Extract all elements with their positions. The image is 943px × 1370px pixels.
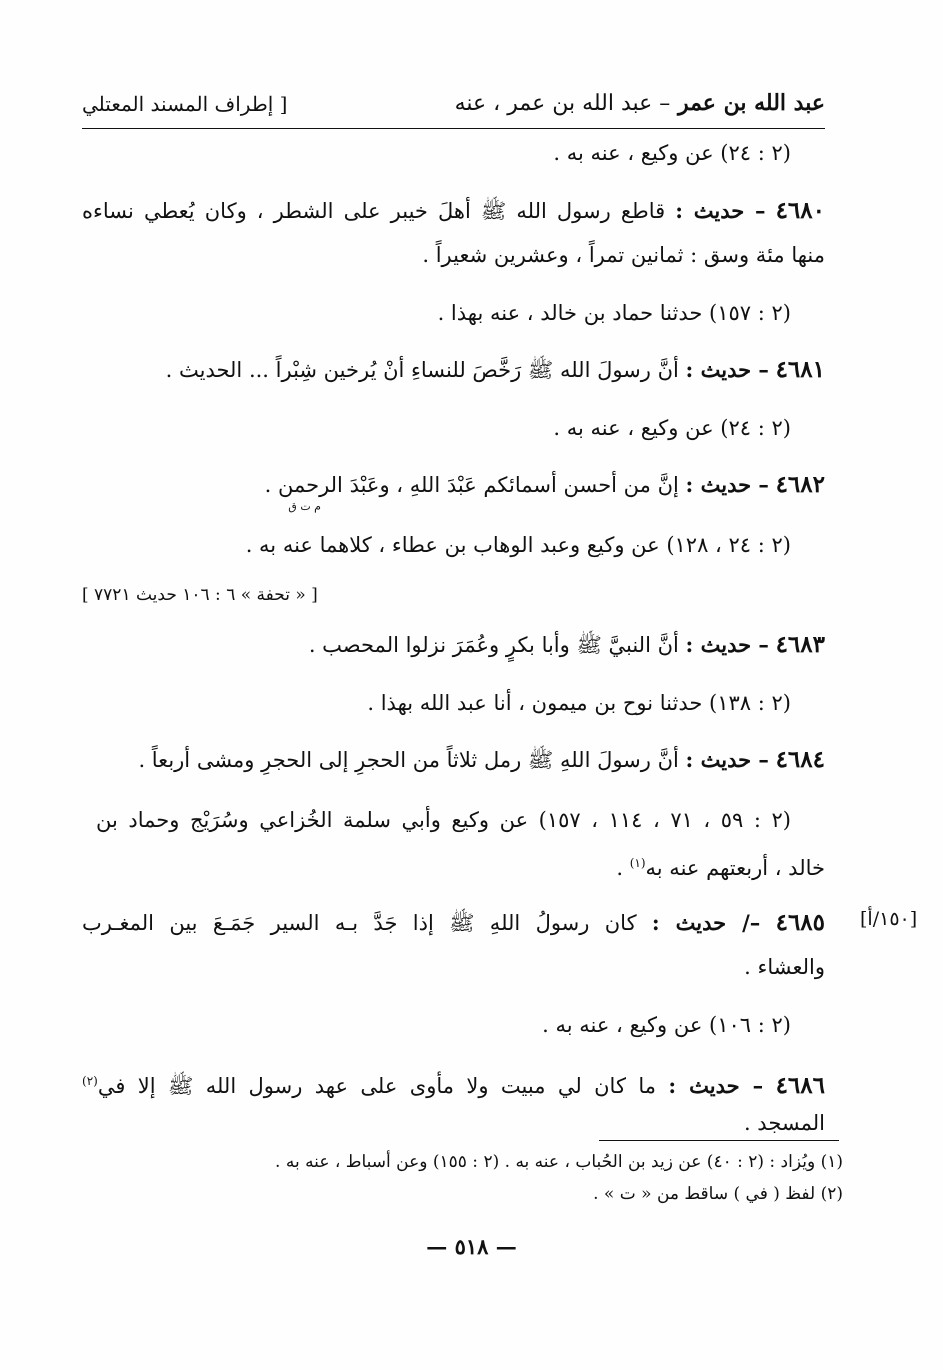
hadith-number: ٤٦٨٠ (775, 197, 825, 224)
hadith-4683 (309, 630, 825, 660)
hadith-text: أنَّ النبيَّ ﷺ وأبا بكرٍ وعُمَرَ نزلوا المحصب . (308, 633, 679, 657)
hadith-number: ٤٦٨٢ (775, 471, 825, 498)
hadith-keyword: – حديث : (668, 1073, 764, 1098)
hadith-text-continued: المسجد . (743, 1111, 825, 1135)
hadith-number: ٤٦٨٤ (775, 746, 825, 773)
source-line: (٢ : ١٣٨) حدثنا نوح بن ميمون ، أنا عبد الله بهذا . (367, 691, 791, 715)
hadith-text: إنَّ من أحسن أسمائكم عَبْدَ اللهِ ، وعَبْدَ الرحمن . (264, 473, 679, 497)
hadith-number: ٤٦٨٦ (775, 1072, 825, 1099)
hadith-number: ٤٦٨١ (775, 356, 825, 383)
hadith-keyword: – حديث : (685, 632, 769, 657)
hadith-keyword: –/ حديث : (651, 910, 761, 935)
running-header-left: [ إطراف المسند المعتلي (82, 92, 288, 116)
footnote-ref: (٢) (82, 1074, 98, 1088)
hadith-4686 (82, 1066, 825, 1101)
source-line: (٢ : ٢٤) عن وكيع ، عنه به . (553, 416, 791, 440)
source-line: (٢ : ٥٩ ، ٧١ ، ١١٤ ، ١٥٧) عن وكيع وأبي سلمة الخُزاعي وسُرَيْج وحماد بن (96, 808, 791, 832)
source-line: (٢ : ١٠٦) عن وكيع ، عنه به . (542, 1013, 791, 1037)
hadith-text: قاطع رسول الله ﷺ أهلَ خيبر على الشطر ، وكان يُعطي نساءه (82, 199, 666, 223)
hadith-4680 (82, 196, 825, 226)
hadith-text (82, 1074, 656, 1098)
hadith-text: أنَّ رسولَ اللهِ ﷺ رمل ثلاثاً من الحجرِ إلى الحجرِ ومشى أربعاً . (138, 748, 679, 772)
header-rule (82, 128, 825, 129)
hadith-4682 (265, 470, 825, 500)
hadith-keyword: – حديث : (685, 357, 769, 382)
page-number: — ٥١٨ — (426, 1234, 517, 1259)
source-sigla: م ت ق (288, 500, 321, 513)
hadith-text-continued: منها مئة وسق : ثمانين تمراً ، وعشرين شعيراً . (422, 243, 825, 267)
hadith-keyword: – حديث : (685, 472, 769, 497)
hadith-text: كان رسولُ اللهِ ﷺ إذا جَدَّ بـه السير جَمَـعَ بين المغـرب (82, 911, 637, 935)
hadith-text: أنَّ رسولَ الله ﷺ رَخَّصَ للنساءِ أنْ يُرخين شِبْراً ... الحديث . (165, 358, 679, 382)
hadith-text-part: ما كان لي مبيت ولا مأوى على عهد رسول الله ﷺ إلا في (97, 1074, 656, 1098)
hadith-4685 (82, 908, 825, 938)
footnote-rule (599, 1140, 839, 1141)
source-text: خالد ، أربعتهم عنه به (645, 856, 825, 880)
hadith-keyword: – حديث : (675, 198, 766, 223)
hadith-number: ٤٦٨٣ (775, 631, 825, 658)
tuhfa-reference: [ « تحفة » ٦ : ١٠٦ حديث ٧٧٢١ ] (82, 585, 318, 605)
hadith-keyword: – حديث : (685, 747, 769, 772)
source-line: (٢ : ٢٤) عن وكيع ، عنه به . (553, 141, 791, 165)
source-line-continued: خالد ، أربعتهم عنه به$^{(١)}$ . (616, 856, 825, 880)
source-line: (٢ : ١٥٧) حدثنا حماد بن خالد ، عنه بهذا . (437, 301, 791, 325)
running-header-right (455, 90, 825, 116)
folio-margin-note: [١٥٠/أ] (860, 908, 918, 930)
footnote-ref: (١) (629, 856, 646, 870)
hadith-number: ٤٦٨٥ (775, 909, 826, 936)
header-chain: – عبد الله بن عمر ، عنه (454, 91, 671, 116)
footnote-1: (١) ويُزاد : (٢ : ٤٠) عن زيد بن الحُباب ، عنه به . (٢ : ١٥٥) وعن أسباط ، عنه به . (275, 1152, 843, 1172)
footnote-2: (٢) لفظ ( في ) ساقط من « ت » . (593, 1184, 843, 1204)
source-line: (٢ : ٢٤ ، ١٢٨) عن وكيع وعبد الوهاب بن عطاء ، كلاهما عنه به . (245, 533, 791, 557)
hadith-4681 (166, 355, 825, 385)
hadith-4684 (138, 745, 825, 775)
hadith-text-continued: والعشاء . (744, 955, 825, 979)
header-author: عبد الله بن عمر (677, 90, 825, 116)
